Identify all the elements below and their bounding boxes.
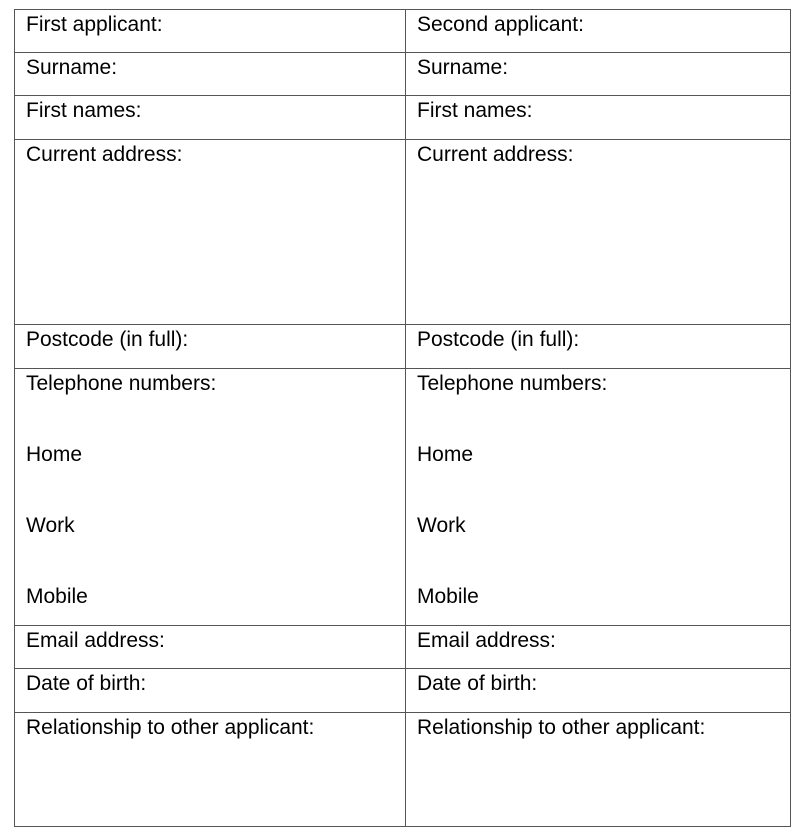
- mobile-phone-label: Mobile: [417, 585, 479, 608]
- relationship-label: Relationship to other applicant:: [26, 716, 315, 739]
- first-surname-field[interactable]: [15, 53, 406, 96]
- dob-label: Date of birth:: [417, 672, 538, 695]
- second-postcode-field[interactable]: [406, 325, 791, 369]
- second-first-names-field[interactable]: [406, 96, 791, 140]
- applicant-form-table: [14, 9, 791, 827]
- relationship-label: Relationship to other applicant:: [417, 716, 706, 739]
- second-telephone-field[interactable]: [406, 369, 791, 626]
- second-surname-field[interactable]: [406, 53, 791, 96]
- postcode-row: [15, 325, 791, 369]
- postcode-label: Postcode (in full):: [417, 328, 580, 351]
- first-dob-field[interactable]: [15, 669, 406, 713]
- first-relationship-field[interactable]: [15, 713, 406, 827]
- first-telephone-field[interactable]: [15, 369, 406, 626]
- dob-label: Date of birth:: [26, 672, 147, 695]
- relationship-row: [15, 713, 791, 827]
- email-label: Email address:: [26, 629, 165, 652]
- telephone-label: Telephone numbers:: [417, 372, 608, 395]
- first-postcode-field[interactable]: [15, 325, 406, 369]
- first-applicant-label: First applicant:: [26, 13, 163, 36]
- second-address-field[interactable]: [406, 140, 791, 325]
- surname-row: [15, 53, 791, 96]
- second-dob-field[interactable]: [406, 669, 791, 713]
- postcode-label: Postcode (in full):: [26, 328, 189, 351]
- telephone-row: [15, 369, 791, 626]
- first-names-row: [15, 96, 791, 140]
- work-phone-label: Work: [26, 514, 75, 537]
- address-row: [15, 140, 791, 325]
- first-names-label: First names:: [417, 99, 533, 122]
- email-row: [15, 626, 791, 669]
- second-relationship-field[interactable]: [406, 713, 791, 827]
- telephone-label: Telephone numbers:: [26, 372, 217, 395]
- second-applicant-label: Second applicant:: [417, 13, 584, 36]
- address-label: Current address:: [26, 143, 183, 166]
- header-row: [15, 10, 791, 53]
- second-applicant-header: [406, 10, 791, 53]
- surname-label: Surname:: [26, 56, 118, 79]
- work-phone-label: Work: [417, 514, 466, 537]
- first-applicant-header: [15, 10, 406, 53]
- home-phone-label: Home: [26, 443, 83, 466]
- dob-row: [15, 669, 791, 713]
- mobile-phone-label: Mobile: [26, 585, 88, 608]
- surname-label: Surname:: [417, 56, 509, 79]
- second-email-field[interactable]: [406, 626, 791, 669]
- first-first-names-field[interactable]: [15, 96, 406, 140]
- first-email-field[interactable]: [15, 626, 406, 669]
- home-phone-label: Home: [417, 443, 474, 466]
- address-label: Current address:: [417, 143, 574, 166]
- first-names-label: First names:: [26, 99, 142, 122]
- first-address-field[interactable]: [15, 140, 406, 325]
- email-label: Email address:: [417, 629, 556, 652]
